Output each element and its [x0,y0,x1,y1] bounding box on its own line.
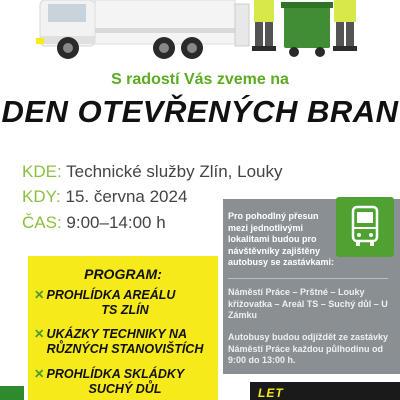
bus-icon [336,197,394,257]
program-item-line1: UKÁZKY TECHNIKY NA [46,327,188,341]
waste-bin [281,2,333,57]
cross-bullet-icon: ✕ [34,288,45,302]
program-item [34,288,216,318]
program-item-line2: RŮZNÝCH STANOVIŠTÍCH [46,342,204,356]
program-box [28,256,218,400]
badge-text: LET [258,386,284,400]
program-item-line1: PROHLÍDKA AREÁLU [46,288,176,302]
bus-stops-text: Náměstí Práce – Prštné – Louky křižovatka – Areál TS – Suchý důl – U Zámku [228,287,388,321]
program-item [34,327,216,357]
detail-where [22,162,283,182]
where-value: Technické služby Zlín, Louky [66,162,283,181]
worker-figure [333,0,357,51]
program-item-line2: TS ZLÍN [101,303,149,317]
time-value: 9:00–14:00 h [66,213,166,232]
event-title: DEN OTEVŘENÝCH BRAN [1,94,399,129]
detail-when [22,187,187,207]
where-label: KDE: [22,162,62,181]
detail-time [22,213,166,233]
worker-figure [252,0,276,51]
when-value: 15. června 2024 [65,187,188,206]
invite-text: S radostí Vás zveme na [111,71,289,88]
when-label: KDY: [22,187,61,206]
cross-bullet-icon: ✕ [34,327,45,341]
bus-intro-text: Pro pohodlný přesun mezi jednotlivými lokalitami budou pro návštěvníky zajištěny autobusy se zastávkami: [228,211,335,268]
decorative-stripe [0,386,24,400]
bus-departure-text: Autobusy budou odjíždět ze zastávky Náměstí Práce každou půlhodinu od 9:00 do 13:00 h. [228,332,389,366]
program-item-line1: PROHLÍDKA SKLÁDKY [46,367,185,381]
divider [228,278,388,279]
program-item [34,367,216,397]
program-heading: PROGRAM: [84,266,162,282]
truck-body [95,0,249,46]
cross-bullet-icon: ✕ [34,367,45,381]
program-item-line2: SUCHÝ DŮL [88,382,162,396]
garbage-truck-illustration [0,0,400,62]
time-label: ČAS: [22,213,62,232]
